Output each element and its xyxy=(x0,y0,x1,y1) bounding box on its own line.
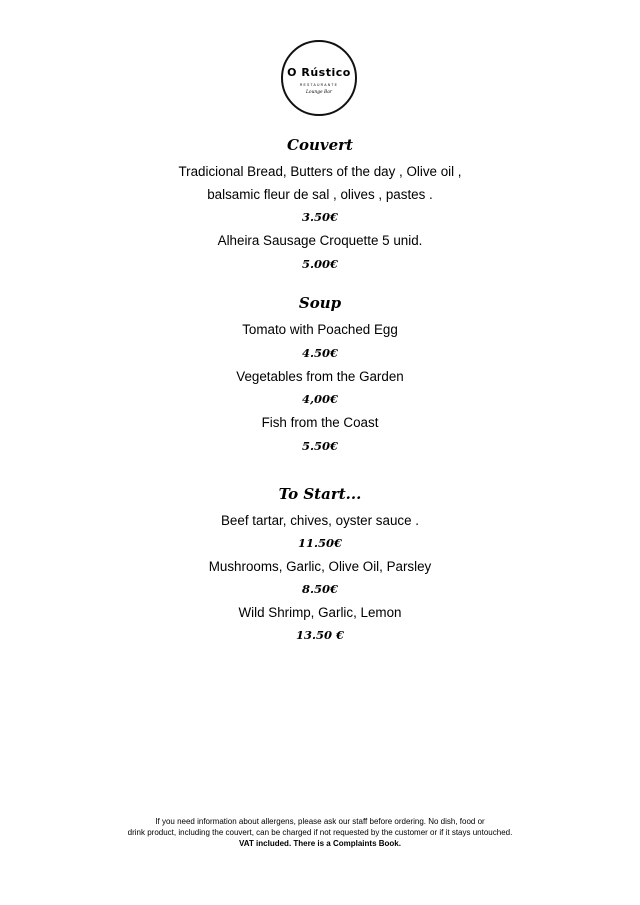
section-heading-couvert: Couvert xyxy=(287,136,353,154)
menu-item-vegetable-soup: Vegetables from the Garden xyxy=(236,369,404,384)
price-wild-shrimp: 13.50 € xyxy=(295,628,345,642)
restaurant-logo xyxy=(281,40,357,116)
footer-allergen-notice: If you need information about allergens, please ask our staff before ordering. No dish, food or xyxy=(155,817,485,826)
logo-name: O Rústico xyxy=(287,66,351,79)
menu-item-mushrooms: Mushrooms, Garlic, Olive Oil, Parsley xyxy=(208,559,432,574)
logo-subtitle: RESTAURANTE xyxy=(299,83,339,87)
menu-item-couvert-bread-line1: Tradicional Bread, Butters of the day , Olive oil , xyxy=(178,164,462,179)
menu-item-wild-shrimp: Wild Shrimp, Garlic, Lemon xyxy=(238,605,402,620)
price-mushrooms: 8.50€ xyxy=(301,582,338,596)
menu-item-tomato-soup: Tomato with Poached Egg xyxy=(242,322,398,337)
price-couvert-bread: 3.50€ xyxy=(301,210,338,224)
footer-charge-notice: drink product, including the couvert, can be charged if not requested by the customer or if it stays untouched. xyxy=(127,828,513,837)
menu-item-couvert-bread-line2: balsamic fleur de sal , olives , pastes . xyxy=(207,187,433,202)
price-croquette: 5.00€ xyxy=(301,257,338,271)
logo-tagline: Lounge Bar xyxy=(306,90,332,95)
price-vegetable-soup: 4,00€ xyxy=(301,392,338,406)
price-tomato-soup: 4.50€ xyxy=(301,346,338,360)
price-fish-soup: 5.50€ xyxy=(301,439,338,453)
price-beef-tartar: 11.50€ xyxy=(297,536,342,550)
menu-item-beef-tartar: Beef tartar, chives, oyster sauce . xyxy=(221,513,419,528)
menu-item-fish-soup: Fish from the Coast xyxy=(261,415,379,430)
footer-vat-notice: VAT included. There is a Complaints Book. xyxy=(239,839,401,848)
section-heading-to-start: To Start... xyxy=(278,485,362,503)
menu-item-croquette: Alheira Sausage Croquette 5 unid. xyxy=(217,233,423,248)
section-heading-soup: Soup xyxy=(298,294,342,312)
